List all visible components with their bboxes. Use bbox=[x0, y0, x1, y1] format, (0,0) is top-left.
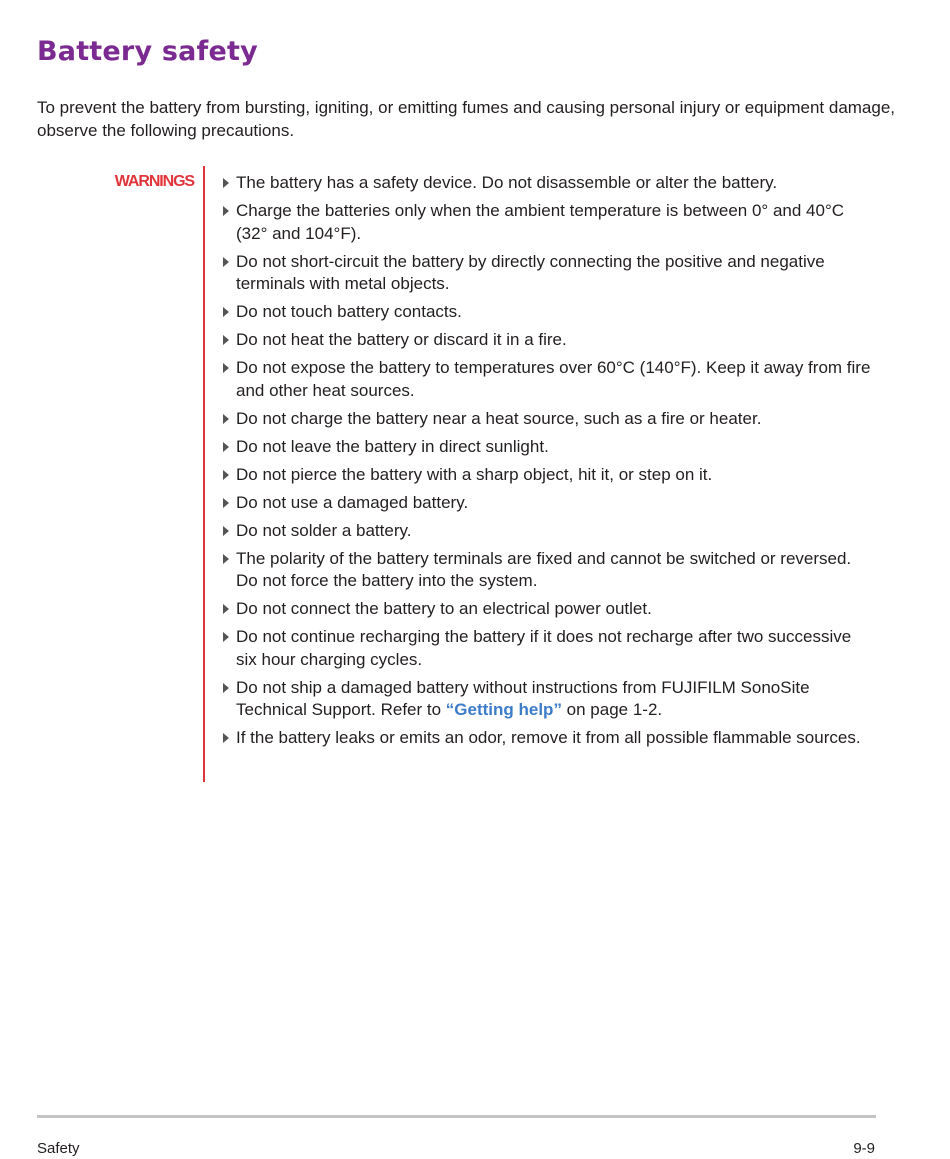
warning-text: Do not charge the battery near a heat source, such as a fire or heater. bbox=[236, 408, 762, 428]
warning-text: Do not pierce the battery with a sharp object, hit it, or step on it. bbox=[236, 464, 713, 484]
warning-text: Charge the batteries only when the ambient temperature is between 0° and 40°C (32° and 104°F). bbox=[236, 201, 845, 243]
warning-text: Do not touch battery contacts. bbox=[236, 302, 462, 321]
warning-text: Do not leave the battery in direct sunlight. bbox=[236, 436, 549, 456]
warning-text: Do not use a damaged battery. bbox=[236, 492, 469, 512]
warning-item bbox=[221, 251, 871, 296]
warning-item bbox=[221, 464, 871, 487]
getting-help-link[interactable]: “Getting help” bbox=[445, 700, 562, 719]
warning-item bbox=[221, 329, 871, 352]
page-title: Battery safety bbox=[37, 36, 258, 67]
warning-text: Do not continue recharging the battery if it does not recharge after two successive six hour charging cycles. bbox=[236, 627, 852, 669]
warning-text: Do not connect the battery to an electrical power outlet. bbox=[236, 599, 652, 618]
warning-text: Do not expose the battery to temperatures over 60°C (140°F). Keep it away from fire and other heat sources. bbox=[236, 358, 871, 400]
bullet-triangle-icon bbox=[223, 363, 229, 373]
bullet-triangle-icon bbox=[223, 498, 229, 508]
warning-text-suffix: on page 1-2. bbox=[561, 700, 663, 719]
warning-item bbox=[221, 357, 871, 402]
bullet-triangle-icon bbox=[223, 178, 229, 188]
warning-item bbox=[221, 408, 871, 431]
warning-text: Do not heat the battery or discard it in a fire. bbox=[236, 330, 567, 349]
warning-item bbox=[221, 727, 871, 750]
bullet-triangle-icon bbox=[223, 206, 229, 216]
bullet-triangle-icon bbox=[223, 632, 229, 642]
warning-item bbox=[221, 598, 871, 621]
warning-text: Do not ship a damaged battery without instructions from FUJIFILM SonoSite Technical Support. Refer to bbox=[236, 677, 810, 719]
warning-text: The battery has a safety device. Do not disassemble or alter the battery. bbox=[236, 173, 778, 192]
footer-divider bbox=[37, 1115, 876, 1118]
warning-item bbox=[221, 548, 871, 593]
bullet-triangle-icon bbox=[223, 307, 229, 317]
bullet-triangle-icon bbox=[223, 414, 229, 424]
bullet-triangle-icon bbox=[223, 257, 229, 267]
warning-text: Do not short-circuit the battery by directly connecting the positive and negative terminals with metal objects. bbox=[236, 251, 825, 293]
warning-item bbox=[221, 200, 871, 245]
warning-text: The polarity of the battery terminals are fixed and cannot be switched or reversed. Do not force the battery into the system. bbox=[236, 548, 852, 590]
warning-text: Do not solder a battery. bbox=[236, 520, 412, 540]
warning-item bbox=[221, 677, 871, 722]
warning-item bbox=[221, 301, 871, 324]
intro-paragraph: To prevent the battery from bursting, igniting, or emitting fumes and causing personal injury or equipment damage, observe the following precautions. bbox=[37, 98, 896, 140]
bullet-triangle-icon bbox=[223, 733, 229, 743]
warnings-divider bbox=[203, 166, 205, 782]
bullet-triangle-icon bbox=[223, 554, 229, 564]
bullet-triangle-icon bbox=[223, 470, 229, 480]
warning-item bbox=[221, 436, 871, 459]
warning-text: If the battery leaks or emits an odor, remove it from all possible flammable sources. bbox=[236, 728, 861, 747]
bullet-triangle-icon bbox=[223, 335, 229, 345]
warning-item bbox=[221, 172, 871, 195]
warning-item bbox=[221, 626, 871, 671]
bullet-triangle-icon bbox=[223, 442, 229, 452]
warning-item bbox=[221, 520, 871, 543]
bullet-triangle-icon bbox=[223, 604, 229, 614]
footer-page-number: 9-9 bbox=[853, 1140, 875, 1157]
bullet-triangle-icon bbox=[223, 683, 229, 693]
warnings-label: WARNINGS bbox=[114, 173, 194, 190]
footer-section-name: Safety bbox=[37, 1140, 80, 1157]
warning-item bbox=[221, 492, 871, 515]
bullet-triangle-icon bbox=[223, 526, 229, 536]
warnings-list bbox=[221, 172, 871, 755]
